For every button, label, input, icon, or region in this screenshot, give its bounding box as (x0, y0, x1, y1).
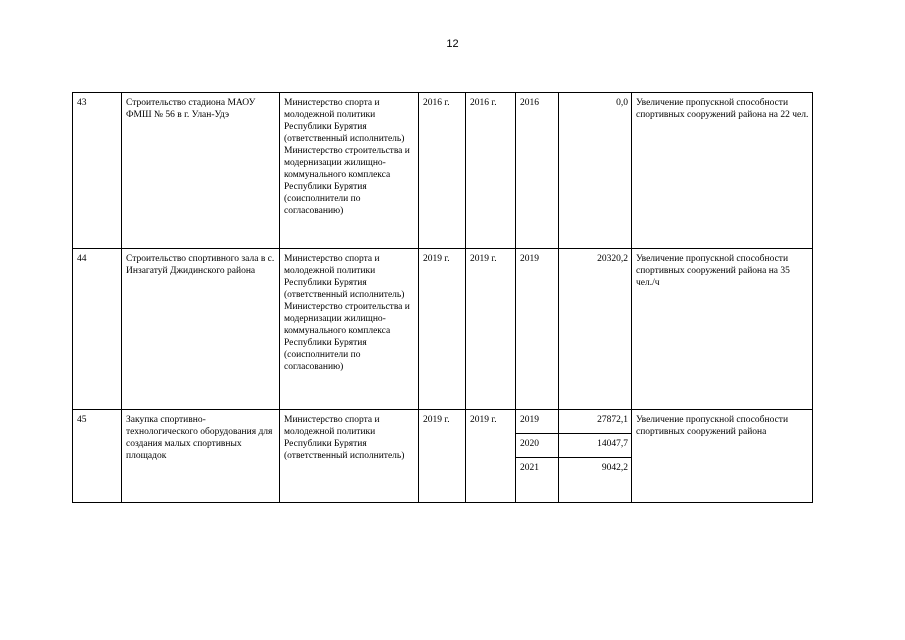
expected-result: Увеличение пропускной способности спортивных сооружений района на 35 чел./ч (632, 249, 813, 410)
funding-amount: 14047,7 (559, 434, 632, 458)
row-number: 44 (73, 249, 122, 410)
activity-name: Закупка спортивно-технологического оборудования для создания малых спортивных площадок (122, 410, 280, 503)
funding-year: 2019 (516, 410, 559, 434)
executor: Министерство спорта и молодежной политики Республики Бурятия (ответственный исполнитель) (280, 410, 419, 503)
end-date: 2019 г. (466, 410, 516, 503)
table-row (73, 410, 813, 434)
table-row (73, 93, 813, 249)
end-date: 2016 г. (466, 93, 516, 249)
start-date: 2019 г. (419, 249, 466, 410)
activity-name: Строительство стадиона МАОУ ФМШ № 56 в г. Улан-Удэ (122, 93, 280, 249)
executor: Министерство спорта и молодежной политики Республики Бурятия (ответственный исполнитель) Министерство строительства и модернизации жилищно-коммунального комплекса Республики Бурятия (соисполнители по согласованию) (280, 93, 419, 249)
funding-amount: 0,0 (559, 93, 632, 249)
start-date: 2019 г. (419, 410, 466, 503)
expected-result: Увеличение пропускной способности спортивных сооружений района на 22 чел. (632, 93, 813, 249)
funding-amount: 20320,2 (559, 249, 632, 410)
funding-year: 2021 (516, 458, 559, 503)
start-date: 2016 г. (419, 93, 466, 249)
executor: Министерство спорта и молодежной политики Республики Бурятия (ответственный исполнитель) Министерство строительства и модернизации жилищно-коммунального комплекса Республики Бурятия (соисполнители по согласованию) (280, 249, 419, 410)
row-number: 43 (73, 93, 122, 249)
funding-year: 2020 (516, 434, 559, 458)
program-activities-table (72, 92, 813, 503)
funding-amount: 27872,1 (559, 410, 632, 434)
funding-amount: 9042,2 (559, 458, 632, 503)
row-number: 45 (73, 410, 122, 503)
end-date: 2019 г. (466, 249, 516, 410)
table-row (73, 249, 813, 410)
expected-result: Увеличение пропускной способности спортивных сооружений района (632, 410, 813, 503)
activity-name: Строительство спортивного зала в с. Инзагатуй Джидинского района (122, 249, 280, 410)
funding-year: 2016 (516, 93, 559, 249)
funding-year: 2019 (516, 249, 559, 410)
page-number: 12 (446, 38, 459, 50)
